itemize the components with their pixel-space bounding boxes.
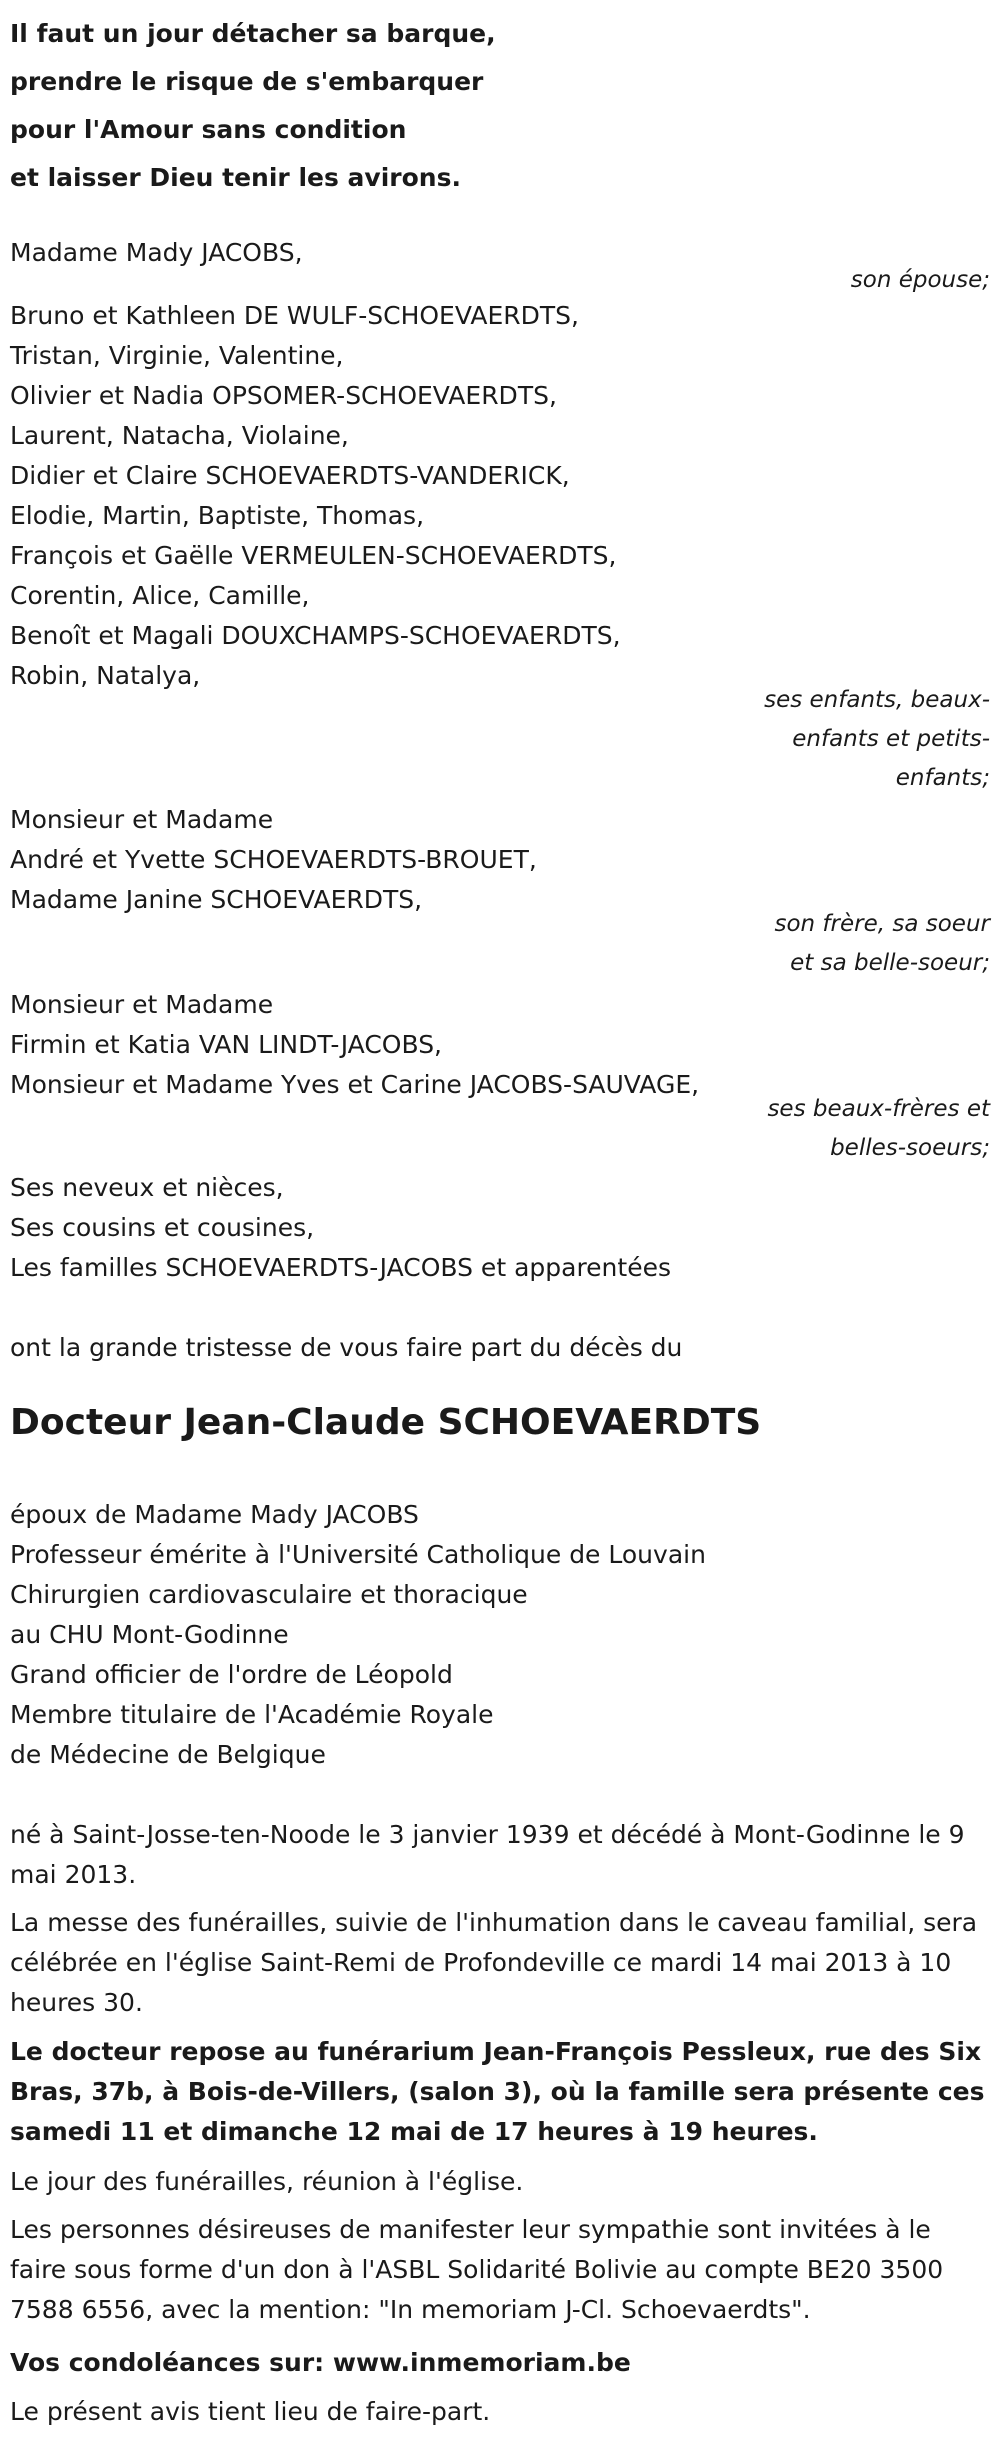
notice-text: Le présent avis tient lieu de faire-part. — [10, 2397, 491, 2426]
in-laws-relation — [767, 1090, 990, 1168]
title-line: de Médecine de Belgique — [10, 1740, 326, 1769]
spouse-relation: son épouse; — [850, 267, 990, 293]
children-relation — [764, 681, 990, 798]
family-member: Madame Janine SCHOEVAERDTS, — [10, 885, 423, 914]
announcement: ont la grande tristesse de vous faire part du décès du — [10, 1333, 683, 1362]
relation-line: et sa belle-soeur; — [790, 950, 990, 976]
extended-family — [10, 1168, 671, 1288]
deceased-name: Docteur Jean-Claude SCHOEVAERDTS — [10, 1402, 762, 1443]
relation-line: enfants; — [895, 765, 990, 791]
family-member: Laurent, Natacha, Violaine, — [10, 421, 349, 450]
relation-line: ses enfants, beaux- — [764, 687, 990, 713]
spouse-name: Madame Mady JACOBS, — [10, 238, 303, 267]
poem-line: pour l'Amour sans condition — [10, 115, 407, 144]
family-member: André et Yvette SCHOEVAERDTS-BROUET, — [10, 845, 537, 874]
relation-line: ses beaux-frères et — [767, 1096, 990, 1122]
relation-line: enfants et petits- — [792, 726, 990, 752]
family-member: Ses cousins et cousines, — [10, 1213, 315, 1242]
family-member: Elodie, Martin, Baptiste, Thomas, — [10, 501, 425, 530]
funeral-info: La messe des funérailles, suivie de l'inhumation dans le caveau familial, sera célébrée en l'église Saint-Remi de Profondeville ce mardi 14 mai 2013 à 10 heures 30. — [10, 1908, 978, 2017]
relation-line: son frère, sa soeur — [774, 911, 990, 937]
title-line: Membre titulaire de l'Académie Royale — [10, 1700, 494, 1729]
title-line: au CHU Mont-Godinne — [10, 1620, 289, 1649]
title-line: Professeur émérite à l'Université Catholique de Louvain — [10, 1540, 706, 1569]
family-member: Bruno et Kathleen DE WULF-SCHOEVAERDTS, — [10, 301, 579, 330]
visitation-info: Le docteur repose au funérarium Jean-François Pessleux, rue des Six Bras, 37b, à Bois-de-Villers, (salon 3), où la famille sera présente ces samedi 11 et dimanche 12 mai de 17 heures à 19 heures. — [10, 2037, 985, 2146]
condolences-link[interactable]: Vos condoléances sur: www.inmemoriam.be — [10, 2348, 631, 2377]
title-line: Grand officier de l'ordre de Léopold — [10, 1660, 453, 1689]
poem — [10, 10, 496, 202]
family-member: Olivier et Nadia OPSOMER-SCHOEVAERDTS, — [10, 381, 557, 410]
meeting-info: Le jour des funérailles, réunion à l'église. — [10, 2167, 524, 2196]
poem-line: prendre le risque de s'embarquer — [10, 67, 484, 96]
family-member: Ses neveux et nièces, — [10, 1173, 284, 1202]
family-member: François et Gaëlle VERMEULEN-SCHOEVAERDTS, — [10, 541, 617, 570]
title-line: époux de Madame Mady JACOBS — [10, 1500, 419, 1529]
birth-death-info: né à Saint-Josse-ten-Noode le 3 janvier 1939 et décédé à Mont-Godinne le 9 mai 2013. — [10, 1820, 965, 1889]
relation-line: belles-soeurs; — [830, 1135, 990, 1161]
family-member: Monsieur et Madame — [10, 990, 274, 1019]
siblings-list — [10, 800, 537, 920]
family-member: Tristan, Virginie, Valentine, — [10, 341, 344, 370]
family-member: Corentin, Alice, Camille, — [10, 581, 310, 610]
family-member: Monsieur et Madame — [10, 805, 274, 834]
title-line: Chirurgien cardiovasculaire et thoracique — [10, 1580, 528, 1609]
family-member: Firmin et Katia VAN LINDT-JACOBS, — [10, 1030, 443, 1059]
family-member: Benoît et Magali DOUXCHAMPS-SCHOEVAERDTS, — [10, 621, 621, 650]
family-member: Didier et Claire SCHOEVAERDTS-VANDERICK, — [10, 461, 570, 490]
family-member: Monsieur et Madame Yves et Carine JACOBS-SAUVAGE, — [10, 1070, 700, 1099]
deceased-titles — [10, 1495, 706, 1775]
family-member: Les familles SCHOEVAERDTS-JACOBS et apparentées — [10, 1253, 671, 1282]
children-list — [10, 296, 621, 696]
siblings-relation — [774, 905, 990, 983]
donation-info: Les personnes désireuses de manifester leur sympathie sont invitées à le faire sous forme d'un don à l'ASBL Solidarité Bolivie au compte BE20 3500 7588 6556, avec la mention: "In memoriam J-Cl. Schoevaerdts". — [10, 2215, 944, 2324]
poem-line: et laisser Dieu tenir les avirons. — [10, 163, 461, 192]
family-member: Robin, Natalya, — [10, 661, 201, 690]
poem-line: Il faut un jour détacher sa barque, — [10, 19, 496, 48]
in-laws-list — [10, 985, 699, 1105]
